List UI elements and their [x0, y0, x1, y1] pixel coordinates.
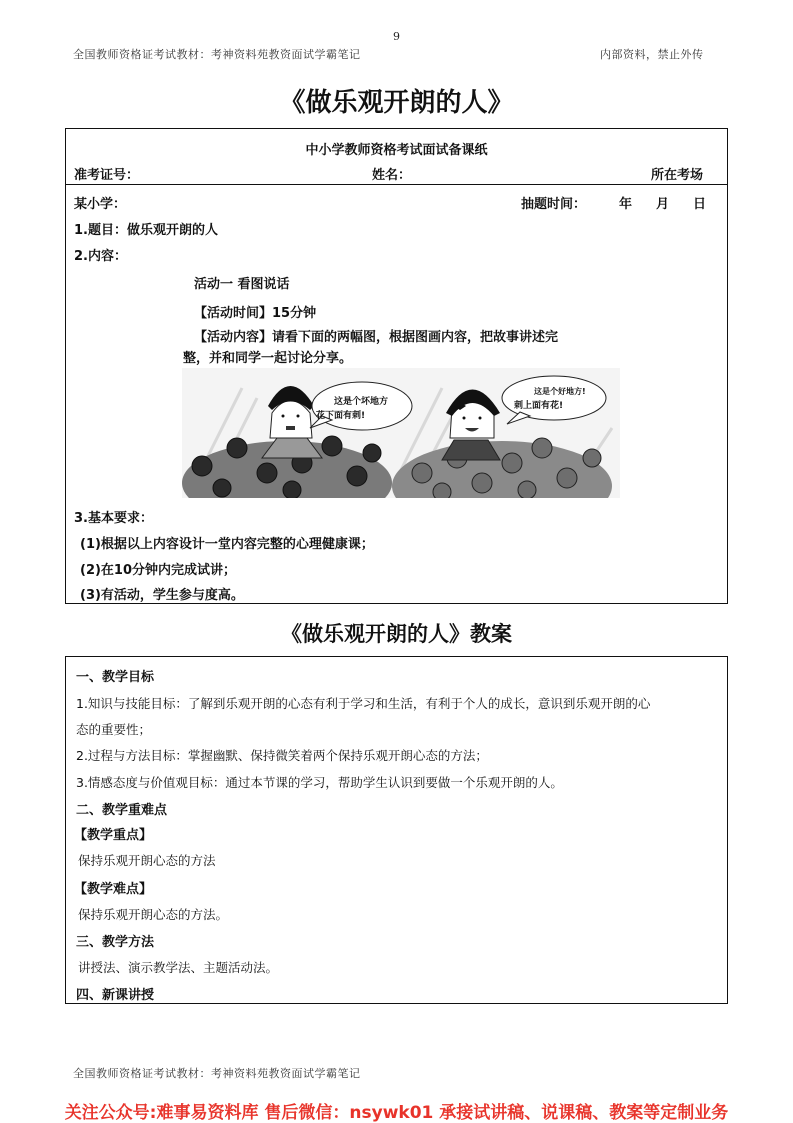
goal-2: 2.过程与方法目标：掌握幽默、保持微笑着两个保持乐观开朗心态的方法；	[76, 748, 488, 763]
right-bubble-line1: 这是个好地方!	[534, 387, 586, 396]
header-right-text: 内部资料，禁止外传	[600, 48, 704, 61]
key-point-label: 【教学重点】	[74, 828, 153, 843]
section-heading: 三、教学方法	[76, 935, 155, 950]
draw-time-label: 抽题时间：	[521, 197, 587, 212]
left-bubble-line1: 这是个坏地方	[334, 397, 389, 407]
requirement-item: (3)有活动，学生参与度高。	[80, 588, 244, 603]
goal-3: 3.情感态度与价值观目标：通过本节课的学习，帮助学生认识到要做一个乐观开朗的人。	[76, 775, 563, 790]
story-illustration	[182, 368, 620, 498]
key-point-text: 保持乐观开朗心态的方法	[78, 853, 216, 868]
goal-1-line2: 态的重要性；	[76, 722, 152, 737]
section-heading: 二、教学重难点	[76, 803, 168, 818]
day-label: 日	[693, 197, 707, 212]
lesson-plan-title: 《做乐观开朗的人》教案	[281, 621, 512, 646]
section-heading: 四、新课讲授	[76, 988, 155, 1003]
year-label: 年	[619, 197, 633, 212]
activity-time: 【活动时间】15分钟	[194, 306, 317, 321]
month-label: 月	[656, 197, 670, 212]
activity-content-line1: 【活动内容】请看下面的两幅图，根据图画内容，把故事讲述完	[194, 330, 559, 345]
exam-site-label: 所在考场	[651, 168, 704, 183]
difficulty-text: 保持乐观开朗心态的方法。	[78, 907, 229, 922]
requirements-label: 3.基本要求：	[74, 511, 153, 526]
name-label: 姓名：	[372, 168, 412, 183]
topic-line: 1.题目：做乐观开朗的人	[74, 223, 218, 238]
school-label: 某小学：	[74, 197, 127, 212]
header-divider	[66, 184, 727, 185]
promo-banner: 关注公众号:难事易资料库 售后微信：nsywk01 承接试讲稿、说课稿、教案等定制业务	[64, 1103, 729, 1123]
methods-text: 讲授法、演示教学法、主题活动法。	[78, 960, 279, 975]
content-label: 2.内容：	[74, 249, 127, 264]
prep-sheet-box	[65, 128, 728, 604]
lesson-plan-box	[65, 656, 728, 1004]
requirement-item: (1)根据以上内容设计一堂内容完整的心理健康课；	[80, 537, 374, 552]
page-number: 9	[393, 30, 400, 43]
section-heading: 一、教学目标	[76, 670, 155, 685]
activity-content-line2: 整，并和同学一起讨论分享。	[183, 351, 353, 366]
difficulty-label: 【教学难点】	[74, 882, 153, 897]
cartoon-image-icon	[182, 368, 620, 498]
footer-text: 全国教师资格证考试教材：考神资料苑教资面试学霸笔记	[73, 1067, 361, 1080]
activity-title: 活动一 看图说话	[194, 277, 290, 292]
right-bubble-line2: 刺上面有花!	[514, 401, 564, 411]
prep-sheet-heading: 中小学教师资格考试面试备课纸	[305, 143, 488, 158]
goal-1-line1: 1.知识与技能目标：了解到乐观开朗的心态有利于学习和生活，有利于个人的成长，意识到乐观开朗的心	[76, 696, 651, 711]
requirement-item: (2)在10分钟内完成试讲；	[80, 563, 237, 578]
exam-id-label: 准考证号：	[74, 168, 140, 183]
left-bubble-line2: 花下面有刺!	[316, 411, 366, 421]
page-title: 《做乐观开朗的人》	[279, 88, 514, 118]
header-left-text: 全国教师资格证考试教材：考神资料苑教资面试学霸笔记	[73, 48, 361, 61]
